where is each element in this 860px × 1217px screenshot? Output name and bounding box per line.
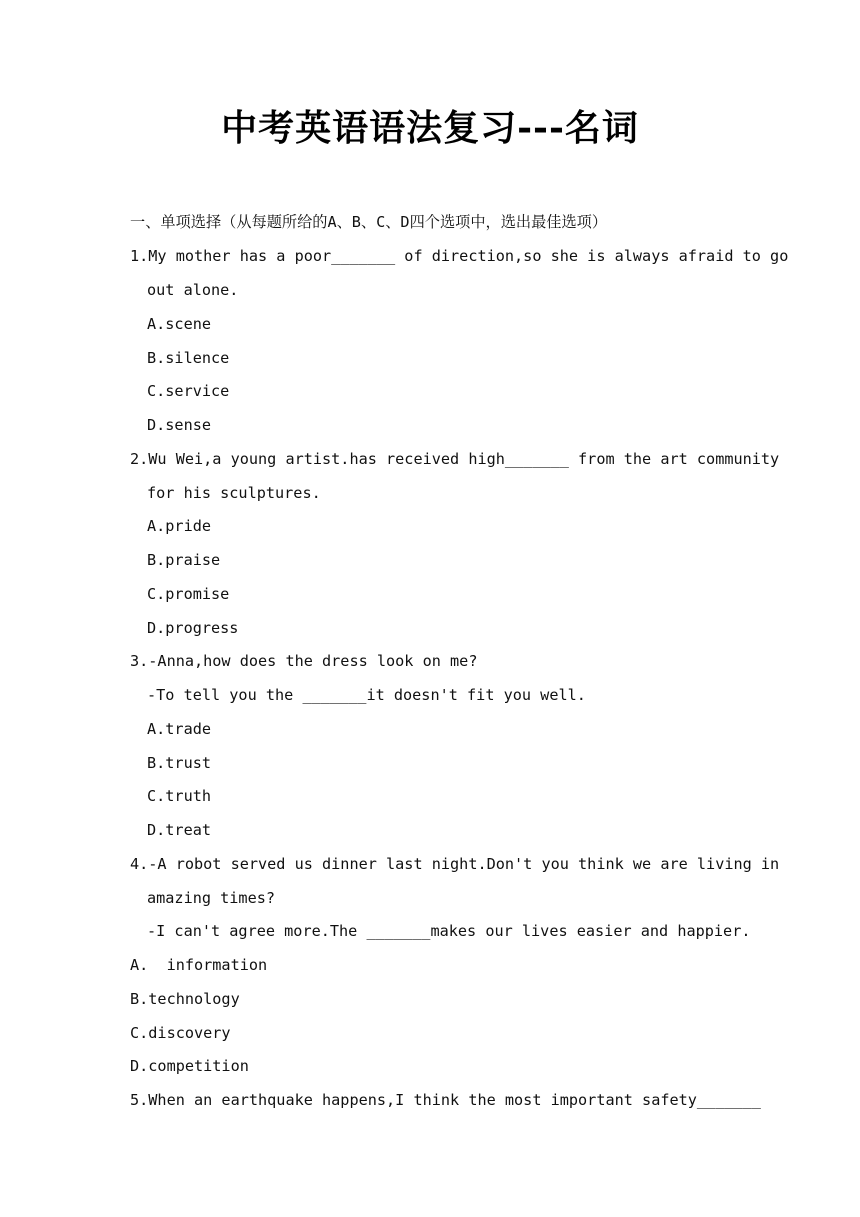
question-3-stem-cont: -To tell you the _______it doesn't fit you well.	[147, 686, 586, 704]
question-4-stem-cont: amazing times?	[147, 889, 276, 907]
question-2-stem: 2.Wu Wei,a young artist.has received high_______ from the art community	[130, 450, 780, 468]
question-2-option-d: D.progress	[147, 619, 239, 637]
page-title: 中考英语语法复习---名词	[221, 107, 639, 149]
question-4-option-d: D.competition	[130, 1057, 249, 1075]
question-1-stem: 1.My mother has a poor_______ of direction,so she is always afraid to go	[130, 247, 789, 265]
question-5-stem: 5.When an earthquake happens,I think the most important safety_______	[130, 1091, 761, 1109]
question-3-option-b: B.trust	[147, 754, 212, 772]
question-1-option-b: B.silence	[147, 349, 230, 367]
question-2-option-b: B.praise	[147, 551, 221, 569]
question-2-stem-cont: for his sculptures.	[147, 484, 321, 502]
question-1-stem-cont: out alone.	[147, 281, 239, 299]
question-1-option-c: C.service	[147, 382, 230, 400]
question-4-stem: 4.-A robot served us dinner last night.Don't you think we are living in	[130, 855, 780, 873]
question-1-option-d: D.sense	[147, 416, 212, 434]
question-4-reply: -I can't agree more.The _______makes our lives easier and happier.	[147, 922, 751, 940]
question-3-option-a: A.trade	[147, 720, 212, 738]
section-heading: 一、单项选择（从每题所给的A、B、C、D四个选项中，选出最佳选项）	[130, 213, 608, 231]
question-1-option-a: A.scene	[147, 315, 212, 333]
question-3-stem: 3.-Anna,how does the dress look on me?	[130, 652, 478, 670]
question-4-option-b: B.technology	[130, 990, 240, 1008]
question-3-option-d: D.treat	[147, 821, 212, 839]
question-4-option-c: C.discovery	[130, 1024, 231, 1042]
question-4-option-a: A. information	[130, 956, 268, 974]
question-3-option-c: C.truth	[147, 787, 212, 805]
question-2-option-a: A.pride	[147, 517, 212, 535]
question-2-option-c: C.promise	[147, 585, 230, 603]
